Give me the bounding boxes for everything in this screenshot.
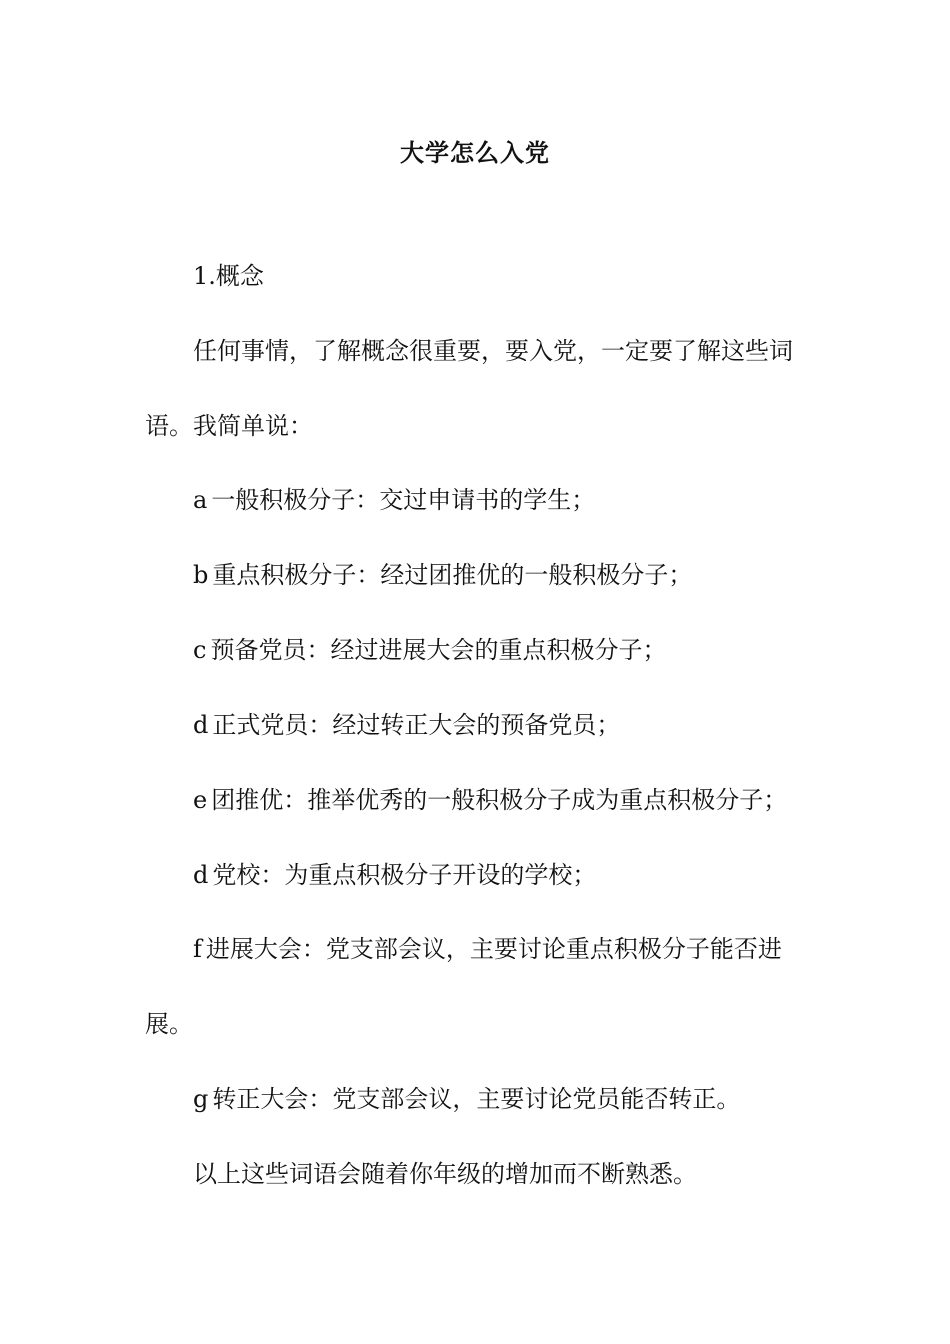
definition-item	[193, 707, 863, 743]
intro-paragraph-line-2: 语。我简单说：	[145, 412, 313, 440]
definition-text: 一般积极分子：交过申请书的学生；	[211, 486, 596, 514]
definition-text: 党校：为重点积极分子开设的学校；	[212, 861, 597, 889]
intro-paragraph-line-1: 任何事情，了解概念很重要，要入党，一定要了解这些词	[193, 337, 793, 365]
definition-marker: c	[193, 636, 207, 664]
definition-text: 进展大会：党支部会议，主要讨论重点积极分子能否进	[205, 935, 782, 963]
definition-marker: d	[193, 711, 209, 739]
definition-marker: f	[193, 935, 202, 963]
definition-marker: e	[193, 786, 208, 814]
definition-item	[193, 482, 863, 518]
definition-text: 预备党员：经过进展大会的重点积极分子；	[210, 636, 667, 664]
document-title: 大学怎么入党	[400, 138, 550, 167]
definition-item	[193, 557, 863, 593]
definition-continuation: 展。	[145, 1010, 193, 1038]
definition-text: 转正大会：党支部会议，主要讨论党员能否转正。	[212, 1085, 741, 1113]
definition-item	[193, 931, 863, 967]
definition-marker: a	[193, 486, 208, 514]
definition-marker: b	[193, 561, 209, 589]
definition-item	[193, 857, 863, 893]
definition-item	[193, 1081, 863, 1117]
definition-marker: g	[193, 1085, 209, 1113]
definition-text: 正式党员：经过转正大会的预备党员；	[212, 711, 621, 739]
closing-paragraph: 以上这些词语会随着你年级的增加而不断熟悉。	[193, 1160, 697, 1188]
definition-marker: d	[193, 861, 209, 889]
definition-item	[193, 632, 863, 668]
definition-text: 重点积极分子：经过团推优的一般积极分子；	[212, 561, 693, 589]
section-heading: 1.概念	[193, 262, 264, 290]
definition-item	[193, 782, 863, 818]
definition-text: 团推优：推举优秀的一般积极分子成为重点积极分子；	[211, 786, 788, 814]
